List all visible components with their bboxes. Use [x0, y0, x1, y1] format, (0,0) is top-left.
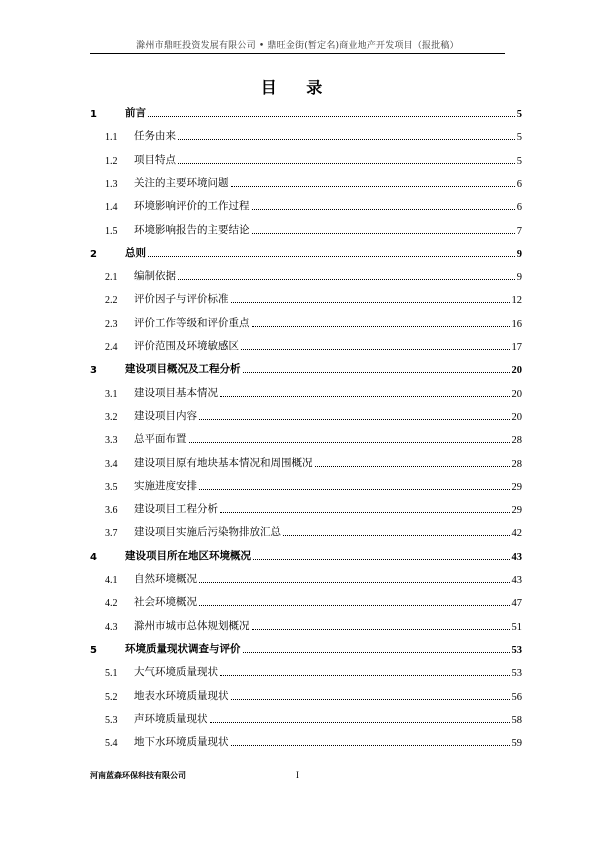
toc-dot-leader: [220, 512, 510, 513]
toc-entry-page: 20: [511, 365, 522, 377]
toc-entry-number: 2.2: [105, 295, 118, 307]
toc-dot-leader: [231, 699, 510, 700]
toc-entry-page: 51: [511, 621, 522, 633]
toc-entry-title: 建设项目原有地块基本情况和周围概况: [134, 456, 313, 469]
toc-entry-number: 4.2: [105, 598, 118, 610]
toc-dot-leader: [231, 302, 510, 303]
toc-section-entry[interactable]: [88, 221, 522, 237]
toc-entry-title: 关注的主要环境问题: [134, 176, 229, 189]
toc-entry-title: 环境质量现状调查与评价: [125, 642, 241, 655]
toc-entry-number: 2.1: [105, 272, 118, 284]
toc-entry-page: 59: [511, 738, 522, 750]
toc-entry-number: 1.2: [105, 155, 118, 167]
toc-entry-title: 地表水环境质量现状: [134, 689, 229, 702]
toc-dot-leader: [199, 582, 510, 583]
toc-entry-number: 3.7: [105, 528, 118, 540]
toc-entry-title: 建设项目概况及工程分析: [125, 363, 241, 376]
toc-entry-page: 43: [511, 551, 522, 563]
toc-entry-page: 43: [511, 575, 522, 586]
toc-section-entry[interactable]: [88, 267, 522, 283]
toc-section-entry[interactable]: [88, 314, 522, 330]
toc-entry-page: 6: [516, 202, 522, 214]
toc-entry-page: 5: [516, 132, 522, 144]
toc-section-entry[interactable]: [88, 617, 522, 633]
toc-dot-leader: [178, 163, 515, 164]
toc-section-entry[interactable]: [88, 710, 522, 726]
toc-entry-title: 项目特点: [134, 153, 176, 166]
toc-dot-leader: [252, 629, 510, 630]
toc-entry-page: 17: [511, 342, 522, 353]
toc-dot-leader: [243, 652, 510, 653]
toc-dot-leader: [241, 349, 510, 350]
toc-entry-page: 29: [511, 505, 522, 517]
toc-section-entry[interactable]: [88, 430, 522, 446]
toc-entry-title: 地下水环境质量现状: [134, 736, 229, 749]
toc-dot-leader: [210, 722, 510, 723]
toc-entry-page: 53: [511, 668, 522, 680]
toc-entry-title: 评价因子与评价标准: [134, 293, 229, 306]
toc-section-entry[interactable]: [88, 174, 522, 190]
toc-section-entry[interactable]: [88, 523, 522, 539]
toc-chapter-entry[interactable]: [88, 547, 522, 563]
toc-dot-leader: [199, 419, 510, 420]
toc-entry-title: 编制依据: [134, 270, 176, 283]
toc-section-entry[interactable]: [88, 687, 522, 703]
toc-entry-number: 2.4: [105, 342, 118, 353]
toc-dot-leader: [283, 535, 510, 536]
toc-section-entry[interactable]: [88, 407, 522, 423]
toc-entry-title: 环境影响评价的工作过程: [134, 200, 250, 213]
toc-dot-leader: [315, 466, 510, 467]
toc-entry-number: 3: [90, 365, 97, 377]
toc-entry-page: 9: [516, 272, 522, 284]
toc-entry-title: 环境影响报告的主要结论: [134, 223, 250, 236]
footer-page-number: I: [296, 770, 299, 780]
toc-dot-leader: [199, 489, 510, 490]
footer-company: 河南蓝森环保科技有限公司: [90, 771, 186, 780]
toc-dot-leader: [253, 559, 510, 560]
toc-entry-page: 5: [516, 109, 522, 120]
toc-entry-title: 建设项目基本情况: [134, 386, 218, 399]
toc-entry-title: 总则: [125, 246, 146, 259]
toc-section-entry[interactable]: [88, 593, 522, 609]
toc-entry-title: 滁州市城市总体规划概况: [134, 619, 250, 632]
toc-entry-number: 5.4: [105, 738, 118, 750]
toc-entry-page: 56: [511, 691, 522, 703]
toc-entry-title: 建设项目工程分析: [134, 503, 218, 516]
toc-entry-number: 4.3: [105, 621, 118, 633]
toc-entry-title: 社会环境概况: [134, 596, 197, 609]
toc-dot-leader: [148, 116, 515, 117]
toc-dot-leader: [220, 396, 510, 397]
toc-dot-leader: [243, 372, 510, 373]
toc-entry-page: 6: [516, 178, 522, 190]
toc-entry-number: 1: [90, 109, 97, 120]
toc-entry-number: 1.1: [105, 132, 118, 144]
toc-entry-number: 3.5: [105, 481, 118, 493]
toc-section-entry[interactable]: [88, 151, 522, 167]
toc-section-entry[interactable]: [88, 197, 522, 213]
toc-entry-title: 评价范围及环境敏感区: [134, 340, 239, 352]
toc-entry-number: 1.5: [105, 225, 118, 237]
toc-entry-title: 总平面布置: [134, 433, 187, 446]
toc-entry-number: 3.6: [105, 505, 118, 517]
toc-entry-page: 47: [511, 598, 522, 610]
header-rule: [90, 53, 505, 54]
toc-dot-leader: [220, 675, 510, 676]
toc-entry-number: 1.3: [105, 178, 118, 190]
toc-entry-number: 3.2: [105, 411, 118, 423]
toc-dot-leader: [252, 209, 515, 210]
toc-entry-page: 20: [511, 388, 522, 400]
toc-entry-page: 58: [511, 714, 522, 726]
toc-entry-page: 7: [516, 225, 522, 237]
toc-entry-number: 2.3: [105, 318, 118, 330]
toc-section-entry[interactable]: [88, 477, 522, 493]
toc-entry-title: 建设项目实施后污染物排放汇总: [134, 526, 281, 539]
toc-entry-number: 3.1: [105, 388, 118, 400]
toc-chapter-entry[interactable]: [88, 640, 522, 656]
toc-entry-title: 实施进度安排: [134, 479, 197, 492]
toc-section-entry[interactable]: [88, 337, 522, 353]
toc-entry-number: 5.1: [105, 668, 118, 680]
toc-entry-number: 5.3: [105, 714, 118, 726]
toc-entry-page: 20: [511, 411, 522, 423]
toc-dot-leader: [231, 745, 510, 746]
toc-entry-number: 4.1: [105, 575, 118, 586]
toc-section-entry[interactable]: [88, 663, 522, 679]
toc-title: 目 录: [260, 78, 335, 97]
toc-entry-title: 大气环境质量现状: [134, 666, 218, 679]
toc-dot-leader: [252, 233, 515, 234]
toc-entry-number: 1.4: [105, 202, 118, 214]
toc-entry-page: 5: [516, 155, 522, 167]
toc-entry-title: 自然环境概况: [134, 573, 197, 585]
toc-entry-number: 5: [90, 644, 97, 656]
toc-entry-title: 任务由来: [134, 130, 176, 143]
toc-entry-page: 12: [511, 295, 522, 307]
toc-dot-leader: [189, 442, 510, 443]
toc-entry-number: 2: [90, 248, 97, 260]
toc-entry-page: 9: [516, 248, 522, 260]
toc-entry-page: 28: [511, 435, 522, 447]
toc-entry-title: 建设项目内容: [134, 409, 197, 422]
toc-dot-leader: [199, 605, 510, 606]
toc-dot-leader: [148, 256, 515, 257]
toc-entry-page: 42: [511, 528, 522, 540]
toc-dot-leader: [178, 279, 515, 280]
toc-entry-title: 评价工作等级和评价重点: [134, 316, 250, 329]
toc-entry-number: 3.4: [105, 458, 118, 470]
toc-entry-page: 53: [511, 644, 522, 656]
toc-section-entry[interactable]: [88, 454, 522, 470]
toc-dot-leader: [231, 186, 515, 187]
toc-chapter-entry[interactable]: [88, 104, 522, 120]
toc-section-entry[interactable]: [88, 570, 522, 586]
toc-entry-title: 声环境质量现状: [134, 712, 208, 725]
toc-section-entry[interactable]: [88, 733, 522, 749]
toc-chapter-entry[interactable]: [88, 244, 522, 260]
toc-entry-page: 16: [511, 318, 522, 330]
toc-section-entry[interactable]: [88, 127, 522, 143]
toc-entry-title: 建设项目所在地区环境概况: [125, 549, 251, 562]
toc-entry-page: 29: [511, 481, 522, 493]
toc-dot-leader: [178, 139, 515, 140]
toc-chapter-entry[interactable]: [88, 360, 522, 376]
toc-section-entry[interactable]: [88, 384, 522, 400]
toc-entry-number: 4: [90, 551, 97, 563]
toc-dot-leader: [252, 326, 510, 327]
toc-entry-number: 5.2: [105, 691, 118, 703]
running-header: 滁州市鼎旺投资发展有限公司 • 鼎旺金街(暂定名)商业地产开发项目（报批稿）: [136, 41, 459, 51]
toc-section-entry[interactable]: [88, 500, 522, 516]
toc-section-entry[interactable]: [88, 290, 522, 306]
toc-entry-title: 前言: [125, 107, 146, 119]
toc-entry-number: 3.3: [105, 435, 118, 447]
toc-entry-page: 28: [511, 458, 522, 470]
